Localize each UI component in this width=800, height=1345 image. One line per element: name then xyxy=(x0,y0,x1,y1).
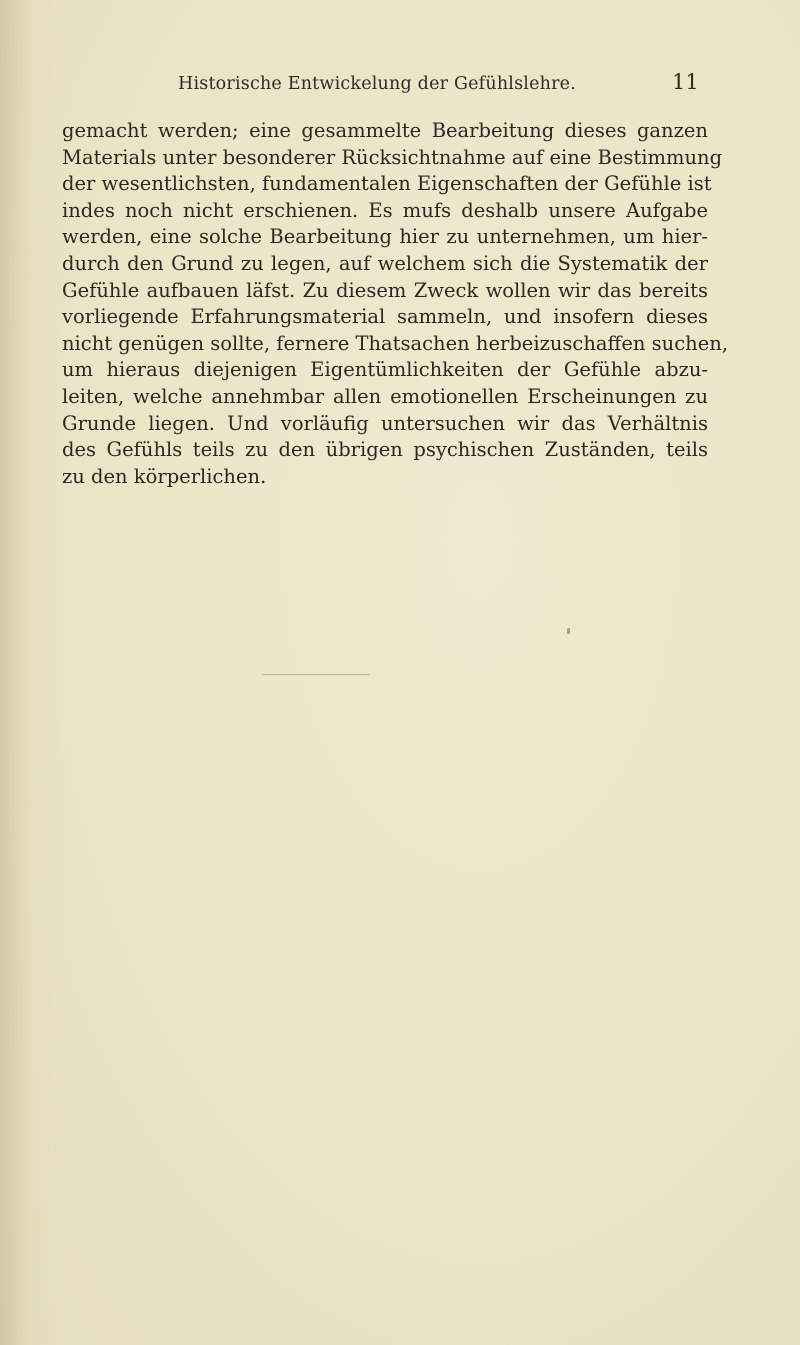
text-line: um hieraus diejenigen Eigentümlichkeiten der Gefühle abzu- xyxy=(62,358,708,382)
text-line: vorliegende Erfahrungsmaterial sammeln, und insofern dieses xyxy=(62,305,708,329)
text-line: des Gefühls teils zu den übrigen psychischen Zuständen, teils xyxy=(62,438,708,462)
text-line: Grunde liegen. Und vorläufig untersuchen wir das Verhältnis xyxy=(62,411,708,435)
text-line: Gefühle aufbauen läfst. Zu diesem Zweck wollen wir das bereits xyxy=(62,278,708,302)
text-line: durch den Grund zu legen, auf welchem sich die Systematik der xyxy=(62,251,708,275)
text-line: indes noch nicht erschienen. Es mufs deshalb unsere Aufgabe xyxy=(62,198,708,222)
text-line: nicht genügen sollte, fernere Thatsachen herbeizuschaffen suchen, xyxy=(62,331,729,355)
page-number: 11 xyxy=(672,70,699,94)
body-paragraph xyxy=(62,118,729,490)
text-line: leiten, welche annehmbar allen emotionellen Erscheinungen zu xyxy=(62,384,708,408)
text-line: gemacht werden; eine gesammelte Bearbeitung dieses ganzen xyxy=(62,119,708,142)
running-head: Historische Entwickelung der Gefühlslehre. xyxy=(178,74,576,94)
text-line: zu den körperlichen. xyxy=(62,464,267,488)
text-line: der wesentlichsten, fundamentalen Eigenschaften der Gefühle ist xyxy=(62,172,712,196)
text-line: Materials unter besonderer Rücksichtnahme auf eine Bestimmung xyxy=(62,145,723,169)
paper-speck xyxy=(567,628,570,634)
text-line: werden, eine solche Bearbeitung hier zu unternehmen, um hier- xyxy=(62,225,708,249)
section-end-rule xyxy=(262,674,370,675)
